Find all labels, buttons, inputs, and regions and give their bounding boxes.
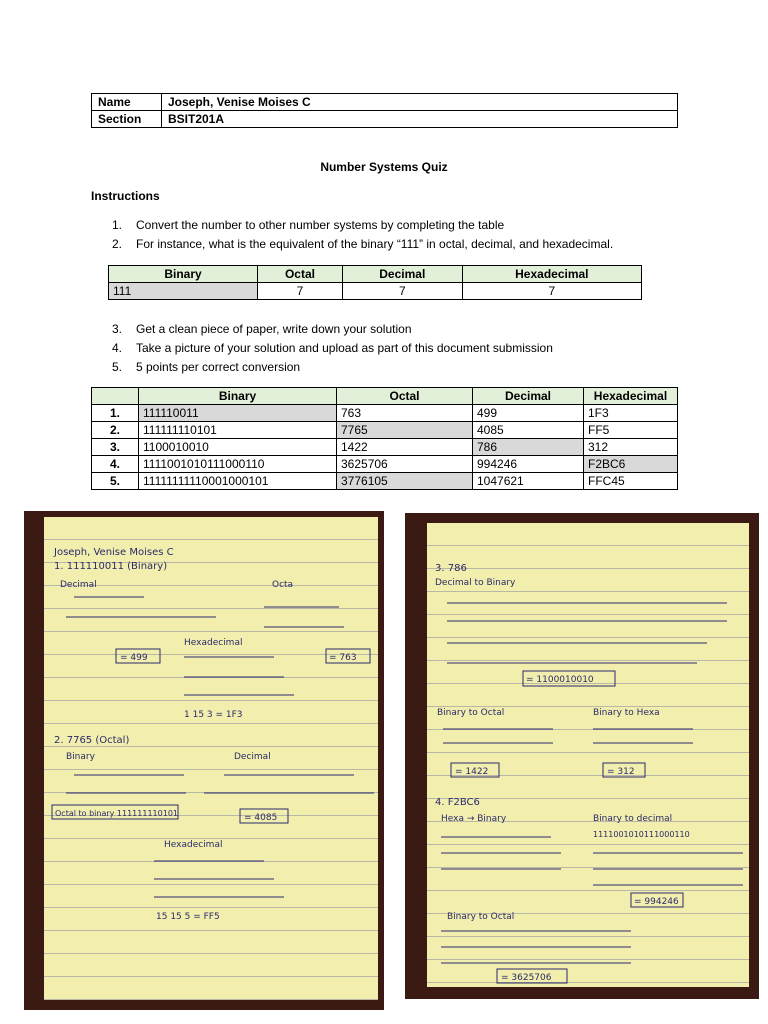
step-4 — [112, 339, 553, 358]
binary-cell: 1111001010111000110 — [139, 456, 337, 473]
handwritten-answer: 15 15 5 = FF5 — [156, 912, 220, 922]
handwritten-answer: Octal to binary 111111110101 — [55, 809, 178, 818]
solution-photo-left — [24, 511, 384, 1010]
step-number: 5. — [112, 360, 123, 374]
step-number: 3. — [112, 322, 123, 336]
octal-cell: 763 — [337, 405, 473, 422]
header-binary: Binary — [139, 388, 337, 405]
handwritten-heading: Binary to decimal — [593, 814, 673, 824]
handwritten-answer: 1 15 3 = 1F3 — [184, 710, 243, 720]
handwriting-left — [44, 517, 378, 1000]
hexadecimal-cell: F2BC6 — [584, 456, 678, 473]
handwritten-name: Joseph, Venise Moises C — [54, 547, 174, 558]
handwritten-problem-4: 4. F2BC6 — [435, 797, 480, 808]
row-index: 5. — [92, 473, 139, 490]
answer-header-row — [92, 388, 678, 405]
handwritten-heading: Hexadecimal — [184, 638, 243, 648]
binary-cell: 111111110101 — [139, 422, 337, 439]
section-value: BSIT201A — [162, 111, 678, 128]
handwriting-right — [427, 523, 749, 987]
scribble-work — [447, 603, 727, 663]
hexadecimal-cell: 312 — [584, 439, 678, 456]
handwritten-heading: Octa — [272, 580, 294, 590]
table-row — [92, 405, 678, 422]
handwritten-problem-1: 1. 111110011 (Binary) — [54, 561, 168, 572]
step-1 — [112, 216, 613, 235]
scribble-work — [441, 837, 743, 885]
hexadecimal-cell: 1F3 — [584, 405, 678, 422]
decimal-cell: 4085 — [473, 422, 584, 439]
hexadecimal-cell: FFC45 — [584, 473, 678, 490]
table-row — [92, 439, 678, 456]
scribble-work — [66, 597, 344, 627]
row-index: 2. — [92, 422, 139, 439]
instruction-steps-bottom — [112, 320, 553, 377]
handwritten-heading: Decimal — [234, 752, 271, 762]
example-octal: 7 — [258, 283, 343, 300]
handwritten-answer: = 4085 — [244, 813, 278, 823]
table-row — [92, 422, 678, 439]
step-number: 2. — [112, 237, 123, 251]
section-row — [92, 111, 678, 128]
handwritten-answer: = 312 — [607, 767, 635, 777]
scribble-work — [154, 861, 284, 897]
example-row — [109, 283, 642, 300]
handwritten-answer: = 3625706 — [501, 973, 552, 983]
octal-cell: 3776105 — [337, 473, 473, 490]
example-hexadecimal: 7 — [462, 283, 641, 300]
name-value: Joseph, Venise Moises C — [162, 94, 678, 111]
handwritten-answer: = 499 — [120, 653, 148, 663]
step-text: Convert the number to other number systems by completing the table — [136, 218, 505, 232]
step-2 — [112, 235, 613, 254]
handwritten-answer: = 1422 — [455, 767, 489, 777]
student-info-table — [91, 93, 678, 128]
hexadecimal-cell: FF5 — [584, 422, 678, 439]
answer-table — [91, 387, 678, 490]
handwritten-heading: Decimal to Binary — [435, 578, 516, 588]
step-number: 4. — [112, 341, 123, 355]
row-index: 1. — [92, 405, 139, 422]
example-binary: 111 — [109, 283, 258, 300]
header-octal: Octal — [258, 266, 343, 283]
header-hexadecimal: Hexadecimal — [462, 266, 641, 283]
header-index — [92, 388, 139, 405]
handwritten-heading: Hexadecimal — [164, 840, 223, 850]
scribble-work — [443, 729, 693, 743]
scribble-work — [184, 657, 294, 695]
step-3 — [112, 320, 553, 339]
binary-cell: 11111111110001000101 — [139, 473, 337, 490]
handwritten-answer: = 1100010010 — [526, 675, 594, 685]
decimal-cell: 1047621 — [473, 473, 584, 490]
decimal-cell: 786 — [473, 439, 584, 456]
handwritten-heading: Decimal — [60, 580, 97, 590]
step-number: 1. — [112, 218, 123, 232]
handwritten-binary: 1111001010111000110 — [593, 830, 690, 839]
header-decimal: Decimal — [342, 266, 462, 283]
solution-photo-right — [405, 513, 759, 999]
instructions-heading: Instructions — [91, 189, 160, 203]
name-row — [92, 94, 678, 111]
decimal-cell: 994246 — [473, 456, 584, 473]
handwritten-heading: Hexa → Binary — [441, 814, 507, 824]
header-decimal: Decimal — [473, 388, 584, 405]
header-octal: Octal — [337, 388, 473, 405]
step-text: 5 points per correct conversion — [136, 360, 301, 374]
header-binary: Binary — [109, 266, 258, 283]
handwritten-heading: Binary — [66, 752, 95, 762]
scribble-work — [66, 775, 374, 793]
binary-cell: 111110011 — [139, 405, 337, 422]
section-label: Section — [92, 111, 162, 128]
handwritten-answer: = 994246 — [634, 897, 679, 907]
scribble-work — [441, 931, 631, 963]
octal-cell: 1422 — [337, 439, 473, 456]
step-text: Get a clean piece of paper, write down your solution — [136, 322, 412, 336]
handwritten-heading: Binary to Hexa — [593, 708, 660, 718]
example-header-row — [109, 266, 642, 283]
handwritten-problem-3: 3. 786 — [435, 563, 467, 574]
binary-cell: 1100010010 — [139, 439, 337, 456]
lined-paper — [427, 523, 749, 987]
example-table — [108, 265, 642, 300]
lined-paper — [44, 517, 378, 1000]
decimal-cell: 499 — [473, 405, 584, 422]
example-decimal: 7 — [342, 283, 462, 300]
instruction-steps-top — [112, 216, 613, 254]
step-5 — [112, 358, 553, 377]
octal-cell: 7765 — [337, 422, 473, 439]
handwritten-problem-2: 2. 7765 (Octal) — [54, 735, 130, 746]
handwritten-answer: = 763 — [329, 653, 357, 663]
row-index: 3. — [92, 439, 139, 456]
handwritten-heading: Binary to Octal — [447, 912, 515, 922]
name-label: Name — [92, 94, 162, 111]
handwritten-heading: Binary to Octal — [437, 708, 505, 718]
table-row — [92, 473, 678, 490]
step-text: For instance, what is the equivalent of the binary “111” in octal, decimal, and hexadecimal. — [136, 237, 614, 251]
table-row — [92, 456, 678, 473]
step-text: Take a picture of your solution and upload as part of this document submission — [136, 341, 553, 355]
octal-cell: 3625706 — [337, 456, 473, 473]
row-index: 4. — [92, 456, 139, 473]
quiz-title: Number Systems Quiz — [320, 160, 448, 174]
header-hexadecimal: Hexadecimal — [584, 388, 678, 405]
